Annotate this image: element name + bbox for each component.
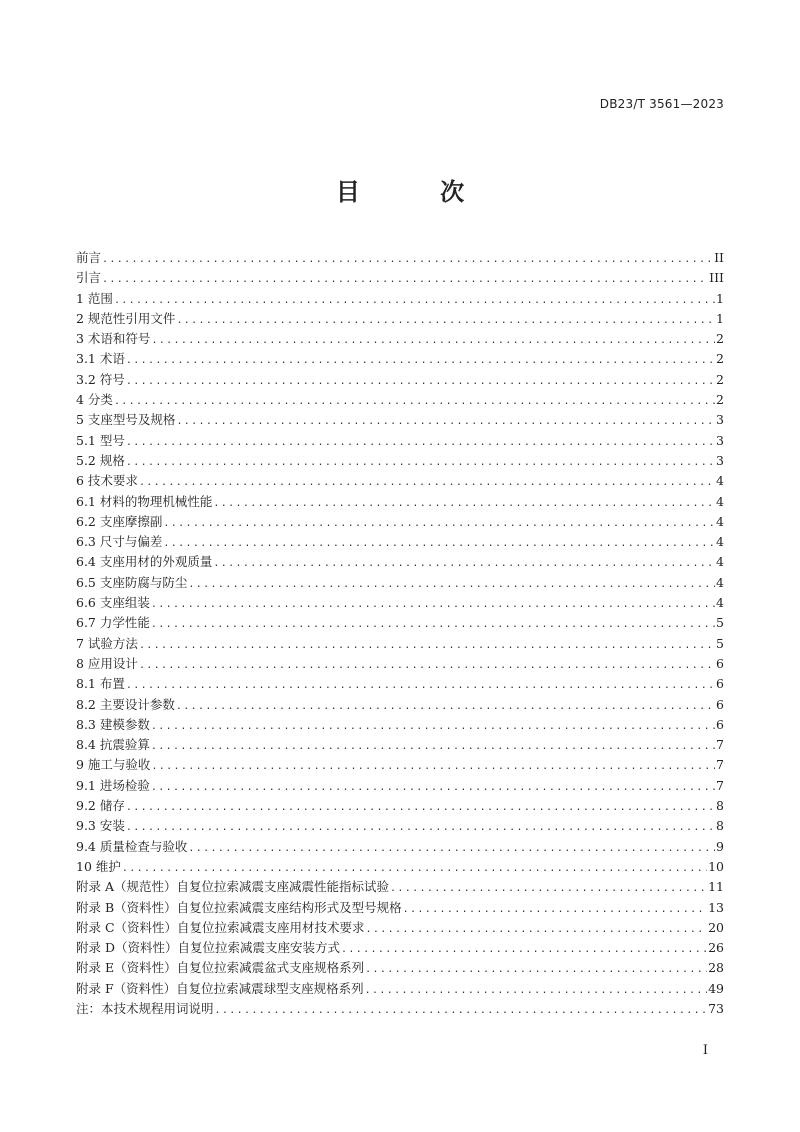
toc-entry[interactable] xyxy=(76,837,724,857)
toc-leader-dots xyxy=(213,554,715,572)
toc-entry-page: 4 xyxy=(716,574,724,590)
toc-leader-dots xyxy=(126,453,715,471)
toc-leader-dots xyxy=(176,311,715,329)
toc-entry[interactable] xyxy=(76,755,724,775)
toc-leader-dots xyxy=(341,940,707,958)
toc-entry-page: 3 xyxy=(716,412,724,428)
toc-entry-label: 8.2 主要设计参数 xyxy=(76,696,175,712)
toc-entry[interactable] xyxy=(76,552,724,572)
toc-entry-label: 7 试验方法 xyxy=(76,635,138,651)
toc-entry-label: 3.1 术语 xyxy=(76,351,125,367)
toc-entry-page: 73 xyxy=(708,1000,724,1016)
toc-entry-label: 注：本技术规程用词说明 xyxy=(76,1000,214,1016)
toc-entry[interactable] xyxy=(76,958,724,978)
toc-entry-page: 7 xyxy=(716,737,724,753)
page-number: I xyxy=(702,1043,708,1058)
toc-entry-label: 4 分类 xyxy=(76,392,113,408)
toc-entry-label: 9 施工与验收 xyxy=(76,757,151,773)
toc-entry-label: 9.4 质量检查与验收 xyxy=(76,838,188,854)
toc-entry-page: 10 xyxy=(708,858,724,874)
toc-entry-label: 附录 F（资料性）自复位拉索减震球型支座规格系列 xyxy=(76,980,364,996)
toc-entry[interactable] xyxy=(76,410,724,430)
toc-entry[interactable] xyxy=(76,390,724,410)
toc-entry-page: 4 xyxy=(716,595,724,611)
toc-entry-page: 20 xyxy=(708,919,724,935)
toc-entry[interactable] xyxy=(76,268,724,288)
toc-entry[interactable] xyxy=(76,593,724,613)
toc-entry-page: 11 xyxy=(708,879,724,895)
toc-entry-label: 5.1 型号 xyxy=(76,432,125,448)
toc-entry-page: 4 xyxy=(716,513,724,529)
toc-entry-page: 4 xyxy=(716,554,724,570)
toc-leader-dots xyxy=(365,981,707,999)
toc-entry-label: 8.1 布置 xyxy=(76,676,125,692)
toc-entry[interactable] xyxy=(76,248,724,268)
toc-entry[interactable] xyxy=(76,776,724,796)
toc-entry-label: 附录 D（资料性）自复位拉索减震支座安装方式 xyxy=(76,940,340,956)
toc-leader-dots xyxy=(215,1001,708,1019)
toc-entry-label: 2 规范性引用文件 xyxy=(76,310,176,326)
toc-leader-dots xyxy=(126,433,715,451)
toc-entry[interactable] xyxy=(76,613,724,633)
toc-entry[interactable] xyxy=(76,674,724,694)
toc-entry-label: 10 维护 xyxy=(76,858,121,874)
toc-leader-dots xyxy=(151,737,715,755)
toc-entry-page: 6 xyxy=(716,655,724,671)
toc-entry[interactable] xyxy=(76,349,724,369)
toc-leader-dots xyxy=(126,818,715,836)
toc-entry-page: 2 xyxy=(716,371,724,387)
toc-entry-label: 6.7 力学性能 xyxy=(76,615,150,631)
toc-entry-label: 前言 xyxy=(76,250,102,265)
toc-leader-dots xyxy=(122,859,707,877)
toc-entry-page: 2 xyxy=(716,331,724,347)
toc-leader-dots xyxy=(102,250,713,268)
toc-entry-page: 1 xyxy=(716,290,724,306)
toc-entry-label: 5.2 规格 xyxy=(76,452,125,468)
toc-entry[interactable] xyxy=(76,735,724,755)
document-code: DB23/T 3561—2023 xyxy=(599,97,724,111)
toc-entry[interactable] xyxy=(76,471,724,491)
toc-entry-page: III xyxy=(709,270,724,286)
toc-leader-dots xyxy=(151,615,715,633)
toc-leader-dots xyxy=(126,798,715,816)
toc-leader-dots xyxy=(163,514,715,532)
toc-entry[interactable] xyxy=(76,715,724,735)
toc-entry-label: 8.4 抗震验算 xyxy=(76,737,150,753)
toc-entry-label: 6.3 尺寸与偏差 xyxy=(76,534,163,550)
toc-leader-dots xyxy=(139,636,715,654)
toc-leader-dots xyxy=(365,960,707,978)
toc-entry-page: 8 xyxy=(716,818,724,834)
toc-leader-dots xyxy=(126,372,715,390)
toc-leader-dots xyxy=(139,473,715,491)
toc-entry[interactable] xyxy=(76,532,724,552)
toc-leader-dots xyxy=(213,494,715,512)
toc-entry-page: 7 xyxy=(716,757,724,773)
toc-entry-label: 6.2 支座摩擦副 xyxy=(76,513,163,529)
toc-entry[interactable] xyxy=(76,857,724,877)
toc-entry-page: 9 xyxy=(716,838,724,854)
toc-entry[interactable] xyxy=(76,796,724,816)
toc-entry[interactable] xyxy=(76,492,724,512)
toc-entry[interactable] xyxy=(76,695,724,715)
toc-leader-dots xyxy=(188,575,715,593)
toc-entry-page: 5 xyxy=(716,635,724,651)
toc-entry-page: 13 xyxy=(708,899,724,915)
toc-entry-page: 4 xyxy=(716,493,724,509)
toc-entry-label: 1 范围 xyxy=(76,290,113,306)
toc-entry[interactable] xyxy=(76,918,724,938)
toc-entry-page: II xyxy=(714,250,724,265)
toc-entry-page: 3 xyxy=(716,452,724,468)
toc-entry-page: 6 xyxy=(716,716,724,732)
toc-entry[interactable] xyxy=(76,451,724,471)
toc-entry-label: 6.1 材料的物理机械性能 xyxy=(76,493,213,509)
toc-entry-label: 3 术语和符号 xyxy=(76,331,151,347)
toc-entry-page: 3 xyxy=(716,432,724,448)
toc-leader-dots xyxy=(176,412,715,430)
toc-entry-page: 49 xyxy=(708,980,724,996)
toc-entry-page: 2 xyxy=(716,351,724,367)
toc-leader-dots xyxy=(151,717,715,735)
toc-entry-label: 6 技术要求 xyxy=(76,473,138,489)
page-title: 目 次 xyxy=(335,178,501,206)
toc-entry[interactable] xyxy=(76,289,724,309)
toc-entry[interactable] xyxy=(76,309,724,329)
toc-leader-dots xyxy=(151,595,715,613)
toc-entry-label: 8.3 建模参数 xyxy=(76,716,150,732)
toc-leader-dots xyxy=(102,270,708,288)
toc-leader-dots xyxy=(114,392,715,410)
toc-entry-page: 6 xyxy=(716,696,724,712)
toc-entry-page: 7 xyxy=(716,777,724,793)
toc-entry-label: 5 支座型号及规格 xyxy=(76,412,176,428)
toc-leader-dots xyxy=(114,291,715,309)
toc-entry-page: 28 xyxy=(708,960,724,976)
toc-entry-label: 引言 xyxy=(76,270,102,286)
toc-leader-dots xyxy=(390,879,707,897)
toc-entry-page: 6 xyxy=(716,676,724,692)
toc-entry[interactable] xyxy=(76,816,724,836)
toc-entry[interactable] xyxy=(76,654,724,674)
toc-entry[interactable] xyxy=(76,999,724,1019)
toc-entry-label: 6.4 支座用材的外观质量 xyxy=(76,554,213,570)
toc-entry-page: 26 xyxy=(708,940,724,956)
toc-leader-dots xyxy=(151,331,715,349)
toc-entry[interactable] xyxy=(76,898,724,918)
toc-entry-page: 8 xyxy=(716,798,724,814)
toc-leader-dots xyxy=(151,778,715,796)
toc-entry-label: 8 应用设计 xyxy=(76,655,138,671)
toc-leader-dots xyxy=(163,534,715,552)
toc-entry[interactable] xyxy=(76,979,724,999)
toc-leader-dots xyxy=(366,920,708,938)
toc-entry[interactable] xyxy=(76,573,724,593)
toc-entry-page: 5 xyxy=(716,615,724,631)
toc-entry-page: 1 xyxy=(716,310,724,326)
toc-entry-page: 4 xyxy=(716,473,724,489)
toc-leader-dots xyxy=(126,351,715,369)
table-of-contents xyxy=(76,248,724,1019)
toc-entry[interactable] xyxy=(76,634,724,654)
toc-leader-dots xyxy=(188,839,715,857)
toc-entry-label: 3.2 符号 xyxy=(76,371,125,387)
toc-entry-page: 4 xyxy=(716,534,724,550)
toc-entry-label: 9.1 进场检验 xyxy=(76,777,150,793)
toc-entry-label: 附录 A（规范性）自复位拉索减震支座减震性能指标试验 xyxy=(76,879,390,895)
toc-entry[interactable] xyxy=(76,370,724,390)
toc-entry-label: 附录 C（资料性）自复位拉索减震支座用材技术要求 xyxy=(76,919,365,935)
toc-entry[interactable] xyxy=(76,512,724,532)
toc-leader-dots xyxy=(126,676,715,694)
toc-entry[interactable] xyxy=(76,938,724,958)
toc-leader-dots xyxy=(139,656,715,674)
toc-entry-label: 附录 B（资料性）自复位拉索减震支座结构形式及型号规格 xyxy=(76,899,402,915)
toc-entry-label: 附录 E（资料性）自复位拉索减震盆式支座规格系列 xyxy=(76,960,365,976)
toc-entry-page: 2 xyxy=(716,392,724,408)
toc-entry[interactable] xyxy=(76,431,724,451)
toc-entry[interactable] xyxy=(76,329,724,349)
toc-entry-label: 9.3 安装 xyxy=(76,818,125,834)
toc-leader-dots xyxy=(151,757,715,775)
toc-entry-label: 6.5 支座防腐与防尘 xyxy=(76,574,188,590)
toc-leader-dots xyxy=(176,697,715,715)
toc-entry[interactable] xyxy=(76,877,724,897)
toc-leader-dots xyxy=(403,900,707,918)
toc-entry-label: 6.6 支座组装 xyxy=(76,595,150,611)
toc-entry-label: 9.2 储存 xyxy=(76,798,125,814)
